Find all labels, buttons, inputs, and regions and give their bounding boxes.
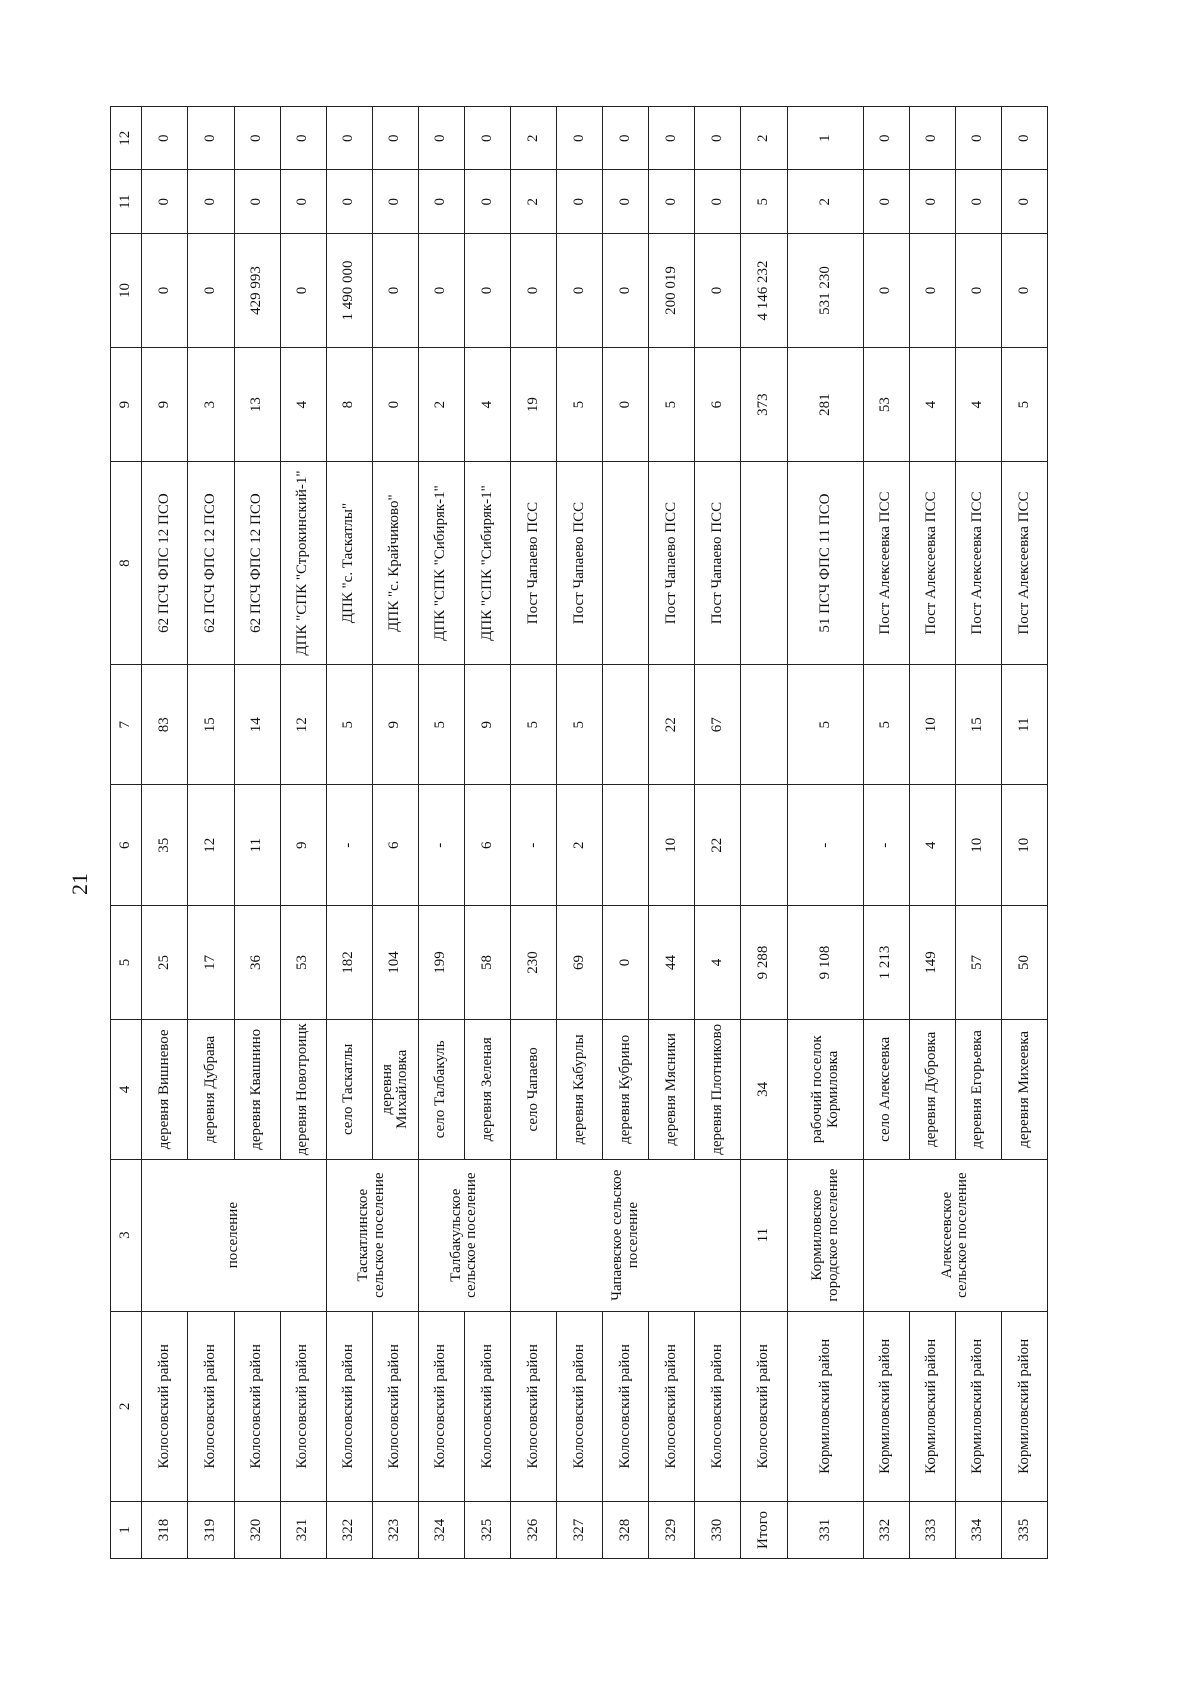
value-col10-cell: 4 146 232	[741, 233, 788, 347]
value-col11-cell: 0	[326, 170, 372, 233]
value-col7-cell: 67	[695, 665, 741, 785]
fire-unit-cell: ДПК "СПК "Строкинский-1"	[280, 462, 326, 665]
table-total-row	[741, 107, 788, 1559]
value-col7-cell	[603, 665, 649, 785]
row-number: 327	[556, 1501, 602, 1558]
population-cell: 4	[695, 905, 741, 1019]
value-col7-cell: 5	[326, 665, 372, 785]
value-col9-cell: 19	[510, 348, 556, 462]
fire-unit-cell: ДПК "СПК "Сибиряк-1"	[418, 462, 464, 665]
settlement-group-cell: 11	[741, 1159, 788, 1311]
table-row	[234, 107, 280, 1559]
value-col10-cell: 531 230	[788, 233, 863, 347]
table-row	[372, 107, 418, 1559]
value-col10-cell: 0	[510, 233, 556, 347]
district-cell: Колосовский район	[649, 1311, 695, 1501]
value-col9-cell: 8	[326, 348, 372, 462]
value-col9-cell: 3	[188, 348, 234, 462]
fire-unit-cell: ДПК "СПК "Сибиряк-1"	[464, 462, 510, 665]
value-col12-cell: 0	[695, 107, 741, 170]
value-col6-cell: 10	[1001, 785, 1047, 905]
table-row	[556, 107, 602, 1559]
population-cell: 36	[234, 905, 280, 1019]
value-col9-cell: 9	[142, 348, 188, 462]
value-col10-cell: 0	[280, 233, 326, 347]
table-row	[695, 107, 741, 1559]
value-col12-cell: 0	[909, 107, 955, 170]
district-cell: Колосовский район	[695, 1311, 741, 1501]
value-col12-cell: 0	[326, 107, 372, 170]
table-row	[955, 107, 1001, 1559]
fire-unit-cell: Пост Алексеевка ПСС	[1001, 462, 1047, 665]
value-col7-cell: 12	[280, 665, 326, 785]
column-number-5: 5	[111, 905, 142, 1019]
value-col11-cell: 0	[142, 170, 188, 233]
fire-unit-cell: Пост Чапаево ПСС	[556, 462, 602, 665]
value-col10-cell: 0	[188, 233, 234, 347]
value-col12-cell: 0	[863, 107, 909, 170]
table-row	[909, 107, 955, 1559]
value-col12-cell: 2	[510, 107, 556, 170]
district-cell: Колосовский район	[188, 1311, 234, 1501]
value-col9-cell: 0	[603, 348, 649, 462]
population-cell: 44	[649, 905, 695, 1019]
district-cell: Колосовский район	[280, 1311, 326, 1501]
settlement-group-cell: Талбакульское сельское поселение	[418, 1159, 510, 1311]
district-cell: Колосовский район	[741, 1311, 788, 1501]
table-row	[326, 107, 372, 1559]
value-col9-cell: 6	[695, 348, 741, 462]
value-col6-cell: 22	[695, 785, 741, 905]
row-number: 329	[649, 1501, 695, 1558]
value-col12-cell: 0	[142, 107, 188, 170]
value-col10-cell: 0	[142, 233, 188, 347]
fire-unit-cell	[603, 462, 649, 665]
value-col9-cell: 5	[1001, 348, 1047, 462]
value-col11-cell: 0	[1001, 170, 1047, 233]
value-col10-cell: 0	[464, 233, 510, 347]
fire-unit-cell: 62 ПСЧ ФПС 12 ПСО	[234, 462, 280, 665]
locality-cell: деревня Дубровка	[909, 1020, 955, 1159]
value-col12-cell: 0	[188, 107, 234, 170]
row-number: 323	[372, 1501, 418, 1558]
value-col6-cell: 9	[280, 785, 326, 905]
fire-unit-cell: ДПК "с. Крайчиково"	[372, 462, 418, 665]
column-number-12: 12	[111, 107, 142, 170]
population-cell: 104	[372, 905, 418, 1019]
column-number-1: 1	[111, 1501, 142, 1558]
value-col6-cell: -	[863, 785, 909, 905]
row-number: Итого	[741, 1501, 788, 1558]
value-col6-cell: -	[788, 785, 863, 905]
settlement-group-cell: Алексеевское сельское поселение	[863, 1159, 1047, 1311]
table-row	[510, 107, 556, 1559]
value-col12-cell: 0	[603, 107, 649, 170]
value-col11-cell: 0	[188, 170, 234, 233]
value-col6-cell	[741, 785, 788, 905]
population-cell: 182	[326, 905, 372, 1019]
value-col7-cell: 10	[909, 665, 955, 785]
value-col6-cell: 10	[649, 785, 695, 905]
rotated-table-container	[110, 106, 1048, 1559]
column-number-3: 3	[111, 1159, 142, 1311]
value-col9-cell: 4	[464, 348, 510, 462]
fire-unit-cell: Пост Чапаево ПСС	[695, 462, 741, 665]
value-col11-cell: 0	[649, 170, 695, 233]
row-number: 326	[510, 1501, 556, 1558]
locality-cell: деревня Вишневое	[142, 1020, 188, 1159]
value-col9-cell: 4	[280, 348, 326, 462]
value-col10-cell: 429 993	[234, 233, 280, 347]
district-cell: Колосовский район	[234, 1311, 280, 1501]
row-number: 331	[788, 1501, 863, 1558]
settlement-group-cell: поселение	[142, 1159, 326, 1311]
locality-cell: деревня Кабурлы	[556, 1020, 602, 1159]
value-col12-cell: 0	[372, 107, 418, 170]
fire-unit-cell: 51 ПСЧ ФПС 11 ПСО	[788, 462, 863, 665]
value-col10-cell: 0	[556, 233, 602, 347]
table-row	[464, 107, 510, 1559]
row-number: 333	[909, 1501, 955, 1558]
value-col11-cell: 0	[603, 170, 649, 233]
value-col10-cell: 0	[955, 233, 1001, 347]
value-col10-cell: 200 019	[649, 233, 695, 347]
value-col12-cell: 0	[1001, 107, 1047, 170]
locality-cell: село Таскатлы	[326, 1020, 372, 1159]
population-cell: 9 108	[788, 905, 863, 1019]
value-col9-cell: 53	[863, 348, 909, 462]
value-col7-cell: 83	[142, 665, 188, 785]
value-col11-cell: 0	[909, 170, 955, 233]
row-number: 332	[863, 1501, 909, 1558]
value-col6-cell: 6	[464, 785, 510, 905]
row-number: 330	[695, 1501, 741, 1558]
value-col9-cell: 5	[649, 348, 695, 462]
value-col6-cell: 4	[909, 785, 955, 905]
column-number-11: 11	[111, 170, 142, 233]
value-col11-cell: 0	[234, 170, 280, 233]
fire-unit-cell: 62 ПСЧ ФПС 12 ПСО	[188, 462, 234, 665]
district-cell: Кормиловский район	[1001, 1311, 1047, 1501]
value-col11-cell: 2	[788, 170, 863, 233]
fire-unit-cell: ДПК "с. Таскатлы"	[326, 462, 372, 665]
district-cell: Колосовский район	[142, 1311, 188, 1501]
value-col7-cell: 5	[510, 665, 556, 785]
value-col7-cell: 15	[955, 665, 1001, 785]
fire-unit-cell: Пост Чапаево ПСС	[649, 462, 695, 665]
population-cell: 9 288	[741, 905, 788, 1019]
value-col6-cell: 12	[188, 785, 234, 905]
locality-cell: село Талбакуль	[418, 1020, 464, 1159]
table-row	[280, 107, 326, 1559]
locality-cell: деревня Квашнино	[234, 1020, 280, 1159]
value-col9-cell: 281	[788, 348, 863, 462]
value-col10-cell: 0	[909, 233, 955, 347]
value-col12-cell: 0	[464, 107, 510, 170]
population-cell: 0	[603, 905, 649, 1019]
column-number-6: 6	[111, 785, 142, 905]
district-cell: Колосовский район	[372, 1311, 418, 1501]
value-col7-cell: 9	[372, 665, 418, 785]
value-col11-cell: 0	[418, 170, 464, 233]
column-number-10: 10	[111, 233, 142, 347]
value-col12-cell: 1	[788, 107, 863, 170]
settlement-group-cell: Чапаевское сельское поселение	[510, 1159, 740, 1311]
locality-cell: село Алексеевка	[863, 1020, 909, 1159]
locality-cell: деревня Плотниково	[695, 1020, 741, 1159]
value-col9-cell: 5	[556, 348, 602, 462]
fire-unit-cell	[741, 462, 788, 665]
value-col6-cell: 6	[372, 785, 418, 905]
locality-cell: деревня Михеевка	[1001, 1020, 1047, 1159]
table-row	[788, 107, 863, 1559]
value-col12-cell: 0	[234, 107, 280, 170]
table-header-row	[111, 107, 142, 1559]
population-cell: 57	[955, 905, 1001, 1019]
value-col7-cell: 5	[418, 665, 464, 785]
fire-unit-cell: 62 ПСЧ ФПС 12 ПСО	[142, 462, 188, 665]
locality-cell: деревня Егорьевка	[955, 1020, 1001, 1159]
value-col12-cell: 0	[556, 107, 602, 170]
locality-cell: рабочий поселок Кормиловка	[788, 1020, 863, 1159]
value-col9-cell: 4	[955, 348, 1001, 462]
value-col11-cell: 0	[863, 170, 909, 233]
population-cell: 1 213	[863, 905, 909, 1019]
district-cell: Колосовский район	[603, 1311, 649, 1501]
value-col11-cell: 2	[510, 170, 556, 233]
value-col7-cell: 22	[649, 665, 695, 785]
district-cell: Колосовский район	[418, 1311, 464, 1501]
value-col7-cell: 5	[863, 665, 909, 785]
district-cell: Колосовский район	[510, 1311, 556, 1501]
value-col10-cell: 0	[1001, 233, 1047, 347]
table-row	[603, 107, 649, 1559]
value-col6-cell: 2	[556, 785, 602, 905]
district-cell: Колосовский район	[464, 1311, 510, 1501]
locality-cell: 34	[741, 1020, 788, 1159]
row-number: 334	[955, 1501, 1001, 1558]
population-cell: 69	[556, 905, 602, 1019]
fire-unit-cell: Пост Чапаево ПСС	[510, 462, 556, 665]
column-number-9: 9	[111, 348, 142, 462]
table-row	[188, 107, 234, 1559]
value-col6-cell	[603, 785, 649, 905]
value-col6-cell: 35	[142, 785, 188, 905]
value-col12-cell: 0	[418, 107, 464, 170]
value-col11-cell: 0	[955, 170, 1001, 233]
table-row	[142, 107, 188, 1559]
district-cell: Кормиловский район	[863, 1311, 909, 1501]
value-col12-cell: 2	[741, 107, 788, 170]
locality-cell: деревня Кубрино	[603, 1020, 649, 1159]
value-col7-cell: 9	[464, 665, 510, 785]
district-cell: Кормиловский район	[788, 1311, 863, 1501]
locality-cell: деревня Мясники	[649, 1020, 695, 1159]
row-number: 321	[280, 1501, 326, 1558]
value-col12-cell: 0	[955, 107, 1001, 170]
value-col6-cell: -	[326, 785, 372, 905]
district-cell: Кормиловский район	[909, 1311, 955, 1501]
fire-unit-cell: Пост Алексеевка ПСС	[863, 462, 909, 665]
column-number-7: 7	[111, 665, 142, 785]
locality-cell: деревня Михайловка	[372, 1020, 418, 1159]
value-col9-cell: 2	[418, 348, 464, 462]
value-col7-cell: 5	[788, 665, 863, 785]
row-number: 320	[234, 1501, 280, 1558]
value-col6-cell: 10	[955, 785, 1001, 905]
value-col10-cell: 0	[603, 233, 649, 347]
district-cell: Кормиловский район	[955, 1311, 1001, 1501]
settlements-table	[110, 106, 1048, 1559]
locality-cell: деревня Зеленая	[464, 1020, 510, 1159]
value-col11-cell: 0	[464, 170, 510, 233]
population-cell: 53	[280, 905, 326, 1019]
population-cell: 17	[188, 905, 234, 1019]
row-number: 324	[418, 1501, 464, 1558]
value-col10-cell: 0	[418, 233, 464, 347]
row-number: 319	[188, 1501, 234, 1558]
district-cell: Колосовский район	[326, 1311, 372, 1501]
column-number-8: 8	[111, 462, 142, 665]
value-col12-cell: 0	[649, 107, 695, 170]
value-col6-cell: -	[510, 785, 556, 905]
fire-unit-cell: Пост Алексеевка ПСС	[909, 462, 955, 665]
population-cell: 199	[418, 905, 464, 1019]
value-col11-cell: 0	[695, 170, 741, 233]
locality-cell: деревня Дубрава	[188, 1020, 234, 1159]
row-number: 328	[603, 1501, 649, 1558]
locality-cell: село Чапаево	[510, 1020, 556, 1159]
population-cell: 58	[464, 905, 510, 1019]
value-col9-cell: 4	[909, 348, 955, 462]
row-number: 322	[326, 1501, 372, 1558]
value-col10-cell: 1 490 000	[326, 233, 372, 347]
table-row	[863, 107, 909, 1559]
row-number: 325	[464, 1501, 510, 1558]
settlement-group-cell: Кормиловское городское поселение	[788, 1159, 863, 1311]
locality-cell: деревня Новотроицк	[280, 1020, 326, 1159]
column-number-4: 4	[111, 1020, 142, 1159]
value-col9-cell: 0	[372, 348, 418, 462]
value-col11-cell: 0	[556, 170, 602, 233]
population-cell: 230	[510, 905, 556, 1019]
value-col7-cell: 14	[234, 665, 280, 785]
district-cell: Колосовский район	[556, 1311, 602, 1501]
population-cell: 149	[909, 905, 955, 1019]
value-col7-cell: 11	[1001, 665, 1047, 785]
page-number: 21	[67, 873, 92, 895]
value-col7-cell: 15	[188, 665, 234, 785]
value-col10-cell: 0	[372, 233, 418, 347]
value-col10-cell: 0	[695, 233, 741, 347]
value-col12-cell: 0	[280, 107, 326, 170]
value-col6-cell: 11	[234, 785, 280, 905]
fire-unit-cell: Пост Алексеевка ПСС	[955, 462, 1001, 665]
column-number-2: 2	[111, 1311, 142, 1501]
value-col7-cell	[741, 665, 788, 785]
row-number: 318	[142, 1501, 188, 1558]
value-col11-cell: 0	[372, 170, 418, 233]
value-col10-cell: 0	[863, 233, 909, 347]
settlement-group-cell: Таскатлинское сельское поселение	[326, 1159, 418, 1311]
table-row	[649, 107, 695, 1559]
table-row	[418, 107, 464, 1559]
value-col11-cell: 5	[741, 170, 788, 233]
table-row	[1001, 107, 1047, 1559]
value-col7-cell: 5	[556, 665, 602, 785]
population-cell: 50	[1001, 905, 1047, 1019]
value-col6-cell: -	[418, 785, 464, 905]
value-col9-cell: 13	[234, 348, 280, 462]
population-cell: 25	[142, 905, 188, 1019]
row-number: 335	[1001, 1501, 1047, 1558]
value-col9-cell: 373	[741, 348, 788, 462]
value-col11-cell: 0	[280, 170, 326, 233]
